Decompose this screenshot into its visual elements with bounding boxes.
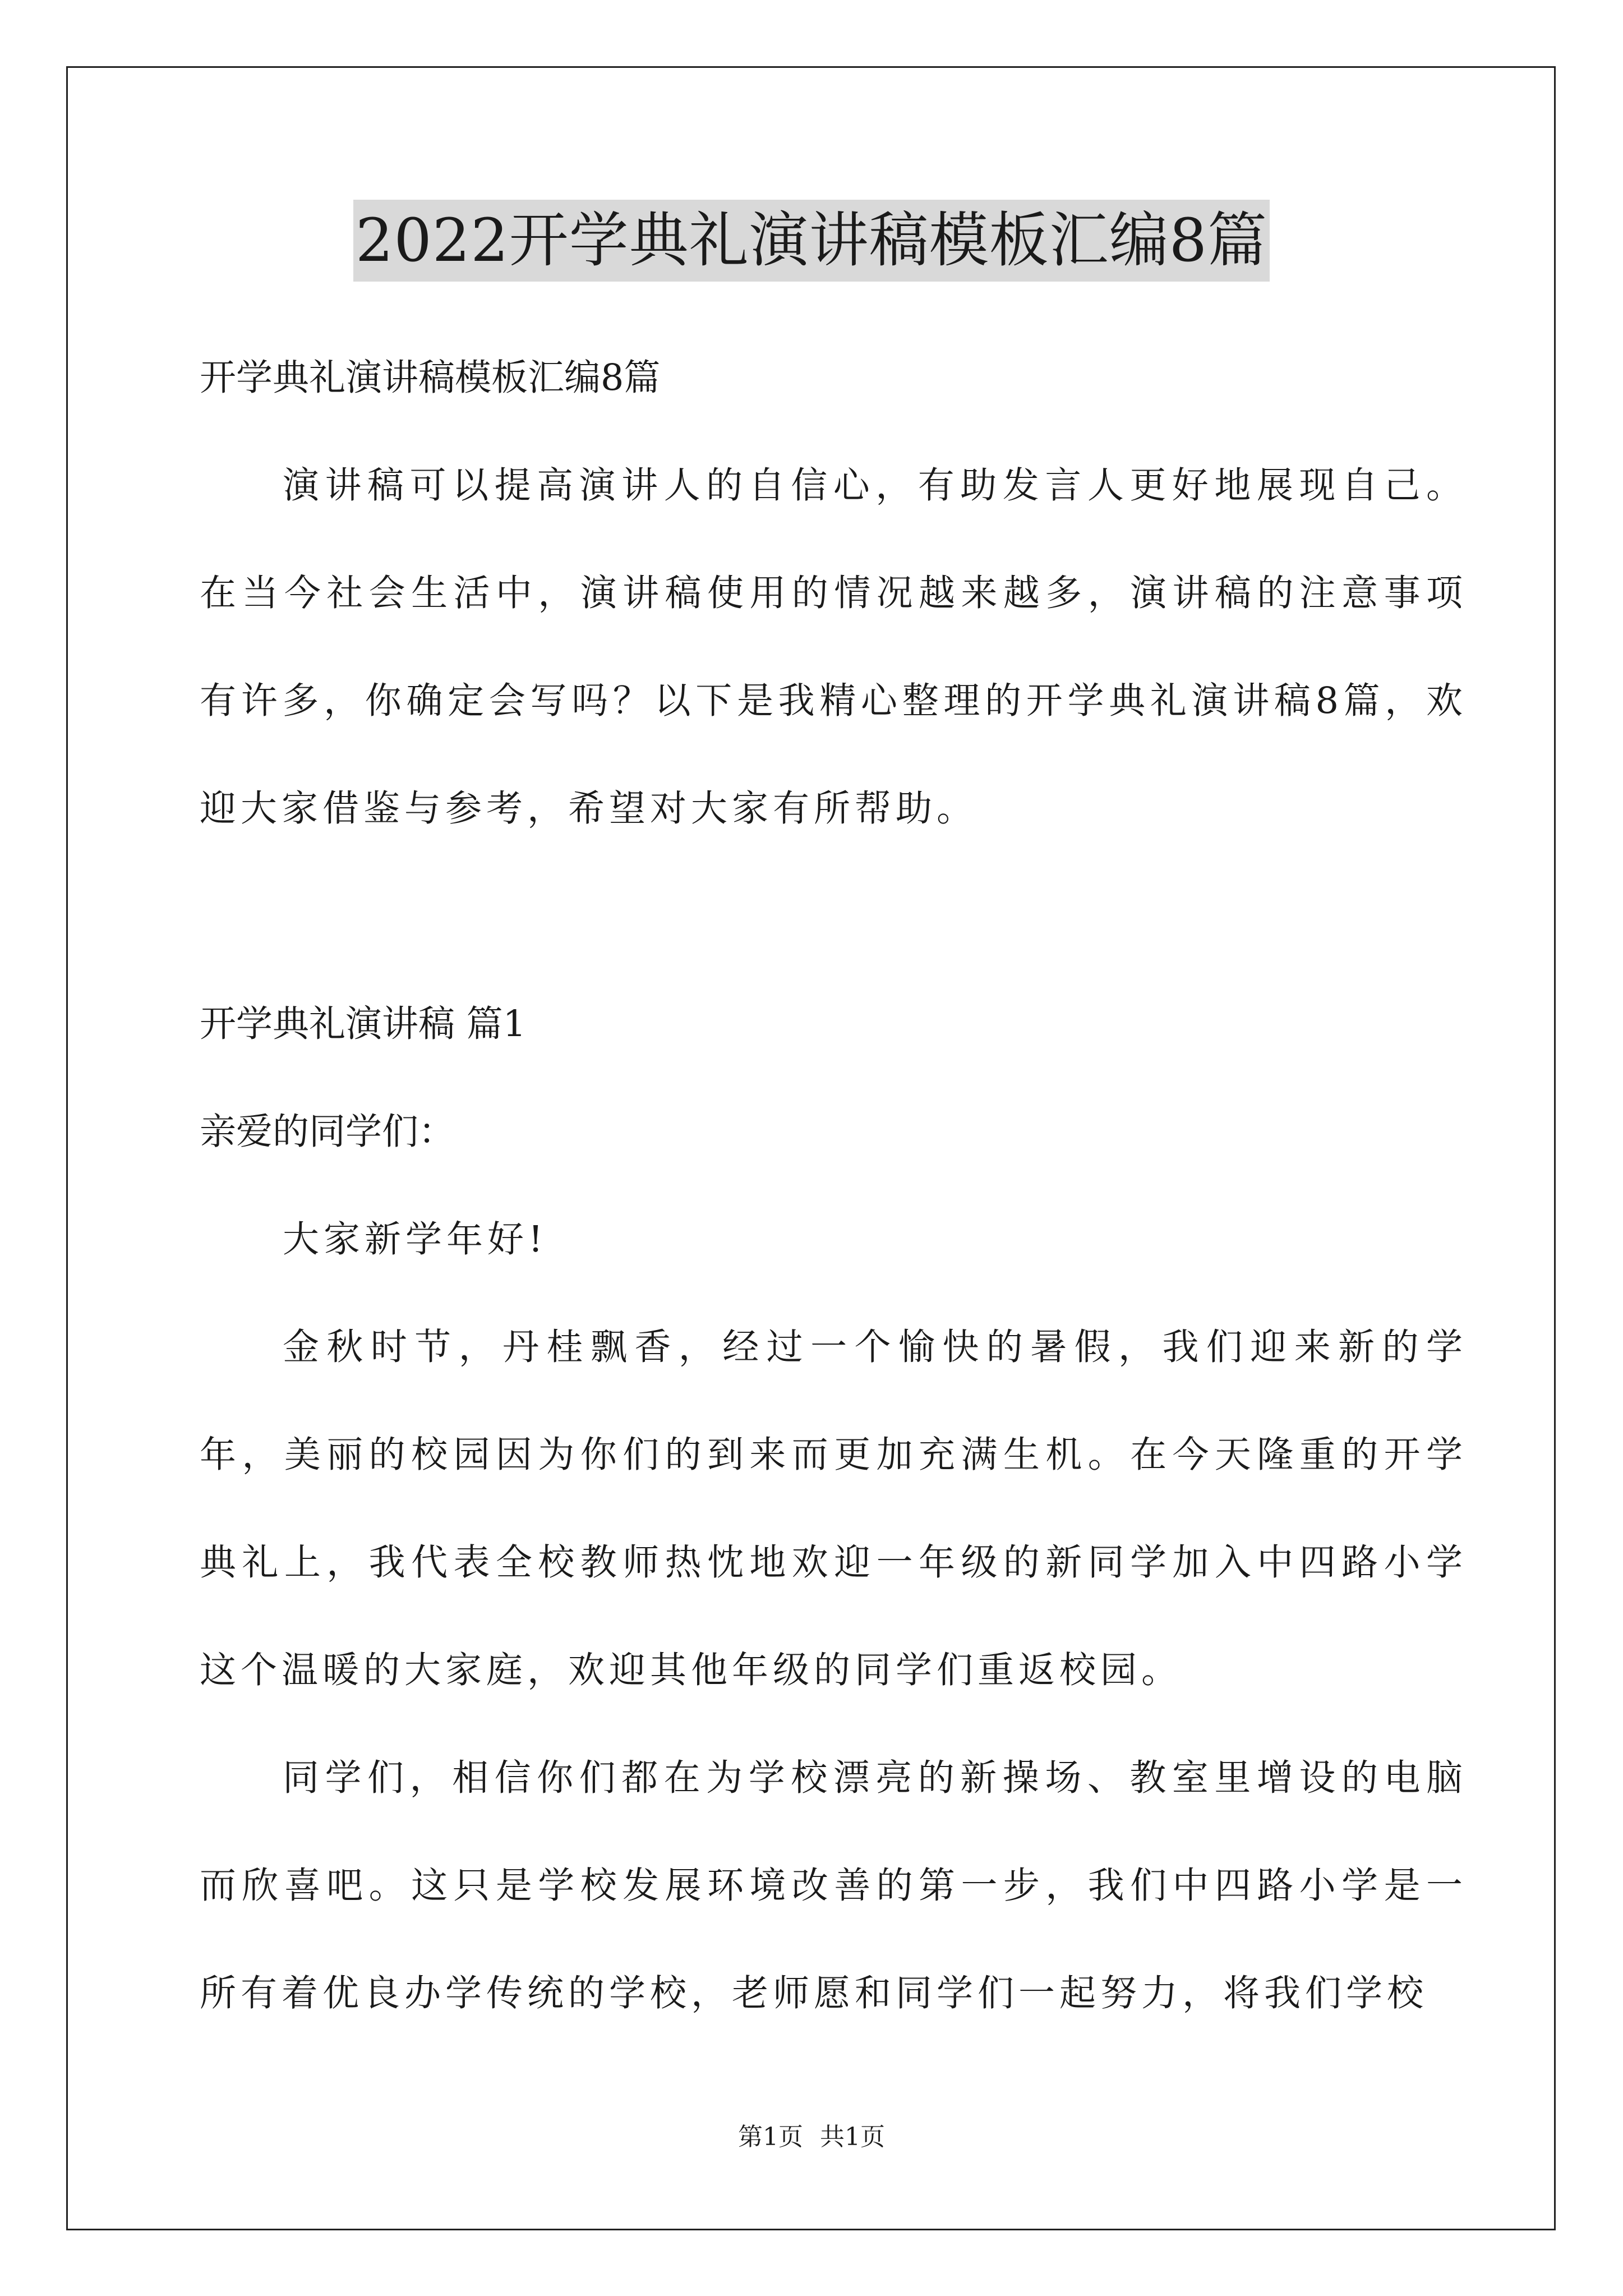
document-body	[200, 324, 1467, 2047]
spacer	[200, 863, 1467, 970]
salutation: 亲爱的同学们：	[200, 1111, 455, 1153]
document-subtitle: 开学典礼演讲稿模板汇编8篇	[200, 357, 661, 399]
page-number: 第1页	[738, 2123, 803, 2151]
document-title: 2022开学典礼演讲稿模板汇编8篇	[353, 200, 1270, 282]
body-paragraph: 同学们，相信你们都在为学校漂亮的新操场、教室里增设的电脑而欣喜吧。这只是学校发展环境改善的第一步，我们中四路小学是一所有着优良办学传统的学校，老师愿和同学们一起努力，将我们学校	[200, 1757, 1467, 2014]
title-container	[0, 200, 1623, 282]
body-paragraph: 金秋时节，丹桂飘香，经过一个愉快的暑假，我们迎来新的学年，美丽的校园因为你们的到来而更加充满生机。在今天隆重的开学典礼上，我代表全校教师热忱地欢迎一年级的新同学加入中四路小学这个温暖的大家庭，欢迎其他年级的同学们重返校园。	[200, 1326, 1467, 1691]
greeting: 大家新学年好!	[283, 1218, 548, 1260]
intro-paragraph: 演讲稿可以提高演讲人的自信心，有助发言人更好地展现自己。在当今社会生活中，演讲稿使用的情况越来越多，演讲稿的注意事项有许多，你确定会写吗？以下是我精心整理的开学典礼演讲稿8篇，欢迎大家借鉴与参考，希望对大家有所帮助。	[200, 464, 1467, 830]
page-footer	[0, 2120, 1623, 2154]
section-heading: 开学典礼演讲稿 篇1	[200, 1003, 527, 1045]
page-total: 共1页	[820, 2123, 885, 2151]
